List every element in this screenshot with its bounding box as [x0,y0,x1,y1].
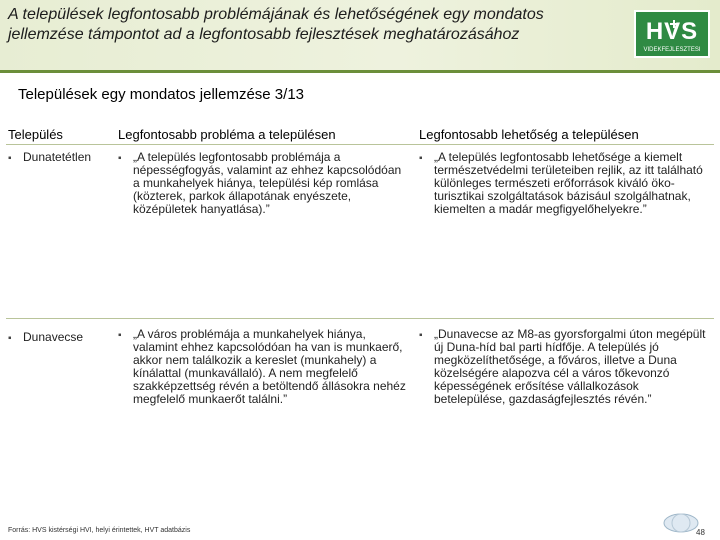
table-row-divider [6,318,714,319]
bullet-icon: ▪ [118,153,122,164]
section-subtitle: Települések egy mondatos jellemzése 3/13 [18,86,305,103]
logo-text: HVS [645,18,699,45]
header-divider [0,70,720,73]
source-footnote: Forrás: HVS kistérségi HVI, helyi érintettek, HVT adatbázis [8,527,191,534]
column-header-opportunity: Legfontosabb lehetőség a településen [419,127,639,142]
table-cell-problem: „A város problémája a munkahelyek hiánya, valamint ehhez kapcsolódóan ha van is munkaerő, akkor nem találkozik a kereslet (munkahely) a kínálattal (munkavállaló). A nem megfelelő szakképzettség révén a betöltendő állásokra nehéz megfelelő munkaerőt találni.” [133,327,406,406]
table-cell-opportunity: „A település legfontosabb lehetősége a kiemelt természetvédelmi területeiben rejlik, az itt található különleges természeti erőforrások kiváló öko-turisztikai szolgáltatások bázisául szolgálhatnak, kiemelten a madár megfigyelőhelyekre.” [434,150,703,216]
bullet-icon: ▪ [8,333,12,344]
bullet-icon: ▪ [8,153,12,164]
bullet-icon: ▪ [118,330,122,341]
page-number: 48 [696,528,705,537]
logo-subtext: VIDEKFEJLESZTESI [643,47,701,53]
column-header-town: Település [8,127,63,142]
table-cell-opportunity: „Dunavecse az M8-as gyorsforgalmi úton megépült új Duna-híd bal parti hídfője. A település jó megközelíthetősége, a főváros, illetve a Duna közelségére alapozva cél a város tőkevonzó képességének erősítése vállalkozások betelepülése, gazdaságfejlesztés révén.” [434,327,706,406]
page-title: A települések legfontosabb problémájának és lehetőségének egy mondatos jellemzése támpontot ad a legfontosabb fejlesztések meghatározásához [8,6,544,43]
globe-logo-icon [663,513,699,533]
header-banner [0,0,720,70]
bullet-icon: ▪ [419,153,423,164]
table-cell-town: Dunavecse [23,330,84,344]
table-cell-problem: „A település legfontosabb problémája a népességfogyás, valamint az ehhez kapcsolódóan a munkahelyek hiánya, települési kép romlása (közterek, parkok állapotának enyészete, középületek hanyatlása).” [133,150,402,216]
column-header-problem: Legfontosabb probléma a településen [118,127,336,142]
bullet-icon: ▪ [419,330,423,341]
table-header-divider [6,144,714,145]
table-cell-town: Dunatetétlen [23,150,92,164]
hvs-logo [634,10,710,58]
